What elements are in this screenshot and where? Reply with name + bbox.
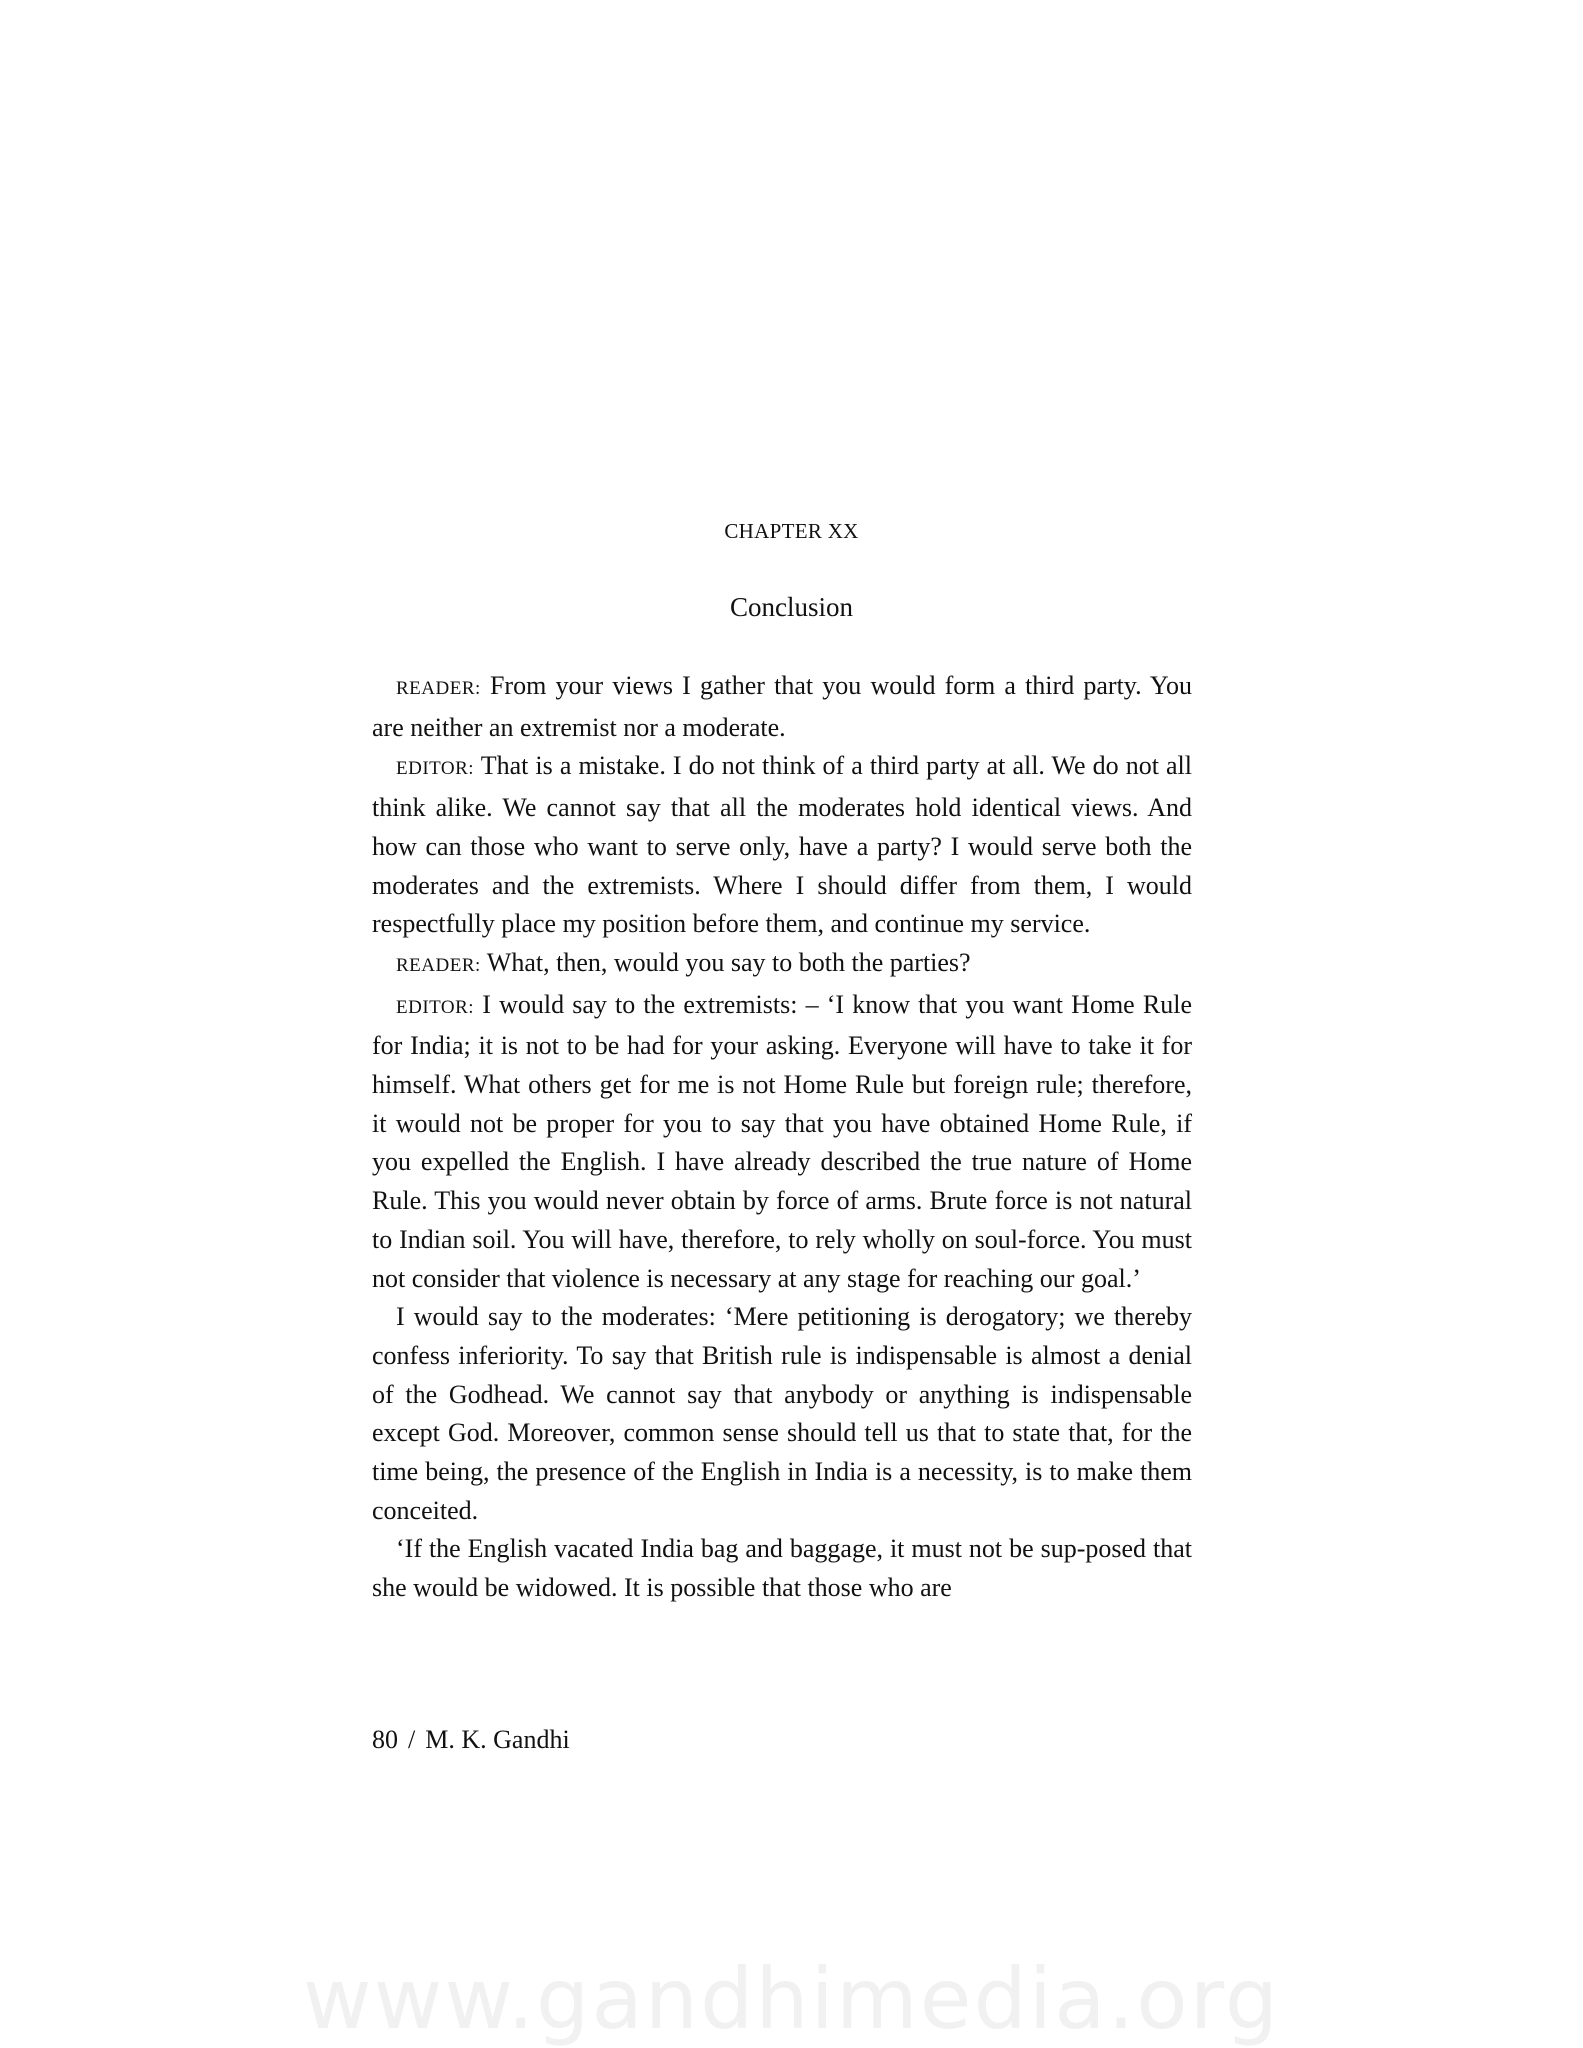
watermark: www.gandhimedia.org	[302, 1950, 1281, 2048]
paragraph	[372, 667, 1192, 747]
footer-author: M. K. Gandhi	[425, 1725, 570, 1754]
paragraph	[372, 747, 1192, 944]
speaker-label: READER:	[396, 678, 481, 699]
paragraph	[372, 986, 1192, 1299]
paragraph-text: I would say to the moderates: ‘Mere petitioning is derogatory; we thereby confess inferiority. To say that British rule is indispensable is almost a denial of the Godhead. We cannot say that anybody or anything is indispensable except God. Moreover, common sense should tell us that to state that, for the time being, the presence of the English in India is a necessity, is to make them conceited.	[372, 1302, 1192, 1525]
speaker-label: READER:	[396, 954, 481, 976]
paragraph-text: That is a mistake. I do not think of a third party at all. We do not all think alike. We cannot say that all the moderates hold identical views. And how can those who want to serve only, have a party? I would serve both the moderates and the extremists. Where I should differ from them, I would respectfully place my position before them, and continue my service.	[372, 751, 1192, 939]
paragraph	[372, 1298, 1192, 1530]
paragraph	[372, 944, 1192, 986]
paragraph-text: From your views I gather that you would form a third party. You are neither an extremist nor a moderate.	[372, 671, 1192, 742]
paragraph-text: What, then, would you say to both the parties?	[480, 947, 971, 977]
paragraph	[372, 1530, 1192, 1607]
paragraph-text: ‘If the English vacated India bag and baggage, it must not be sup-posed that she would be widowed. It is possible that those who are	[372, 1534, 1192, 1603]
speaker-label: EDITOR:	[396, 758, 475, 780]
chapter-label: CHAPTER XX	[724, 519, 859, 543]
page-footer	[372, 1725, 570, 1755]
paragraph-text: I would say to the extremists: – ‘I know that you want Home Rule for India; it is not to be had for your asking. Everyone will have to take it for himself. What others get for me is not Home Rule but foreign rule; therefore, it would not be proper for you to say that you have obtained Home Rule, if you expelled the English. I have already described the true nature of Home Rule. This you would never obtain by force of arms. Brute force is not natural to Indian soil. You will have, therefore, to rely wholly on soul-force. You must not consider that violence is necessary at any stage for reaching our goal.’	[372, 989, 1192, 1293]
body-text	[372, 667, 1192, 1608]
chapter-title: Conclusion	[729, 592, 853, 622]
speaker-label: EDITOR:	[396, 996, 475, 1018]
footer-separator: /	[408, 1725, 416, 1754]
page-number: 80	[372, 1725, 398, 1754]
